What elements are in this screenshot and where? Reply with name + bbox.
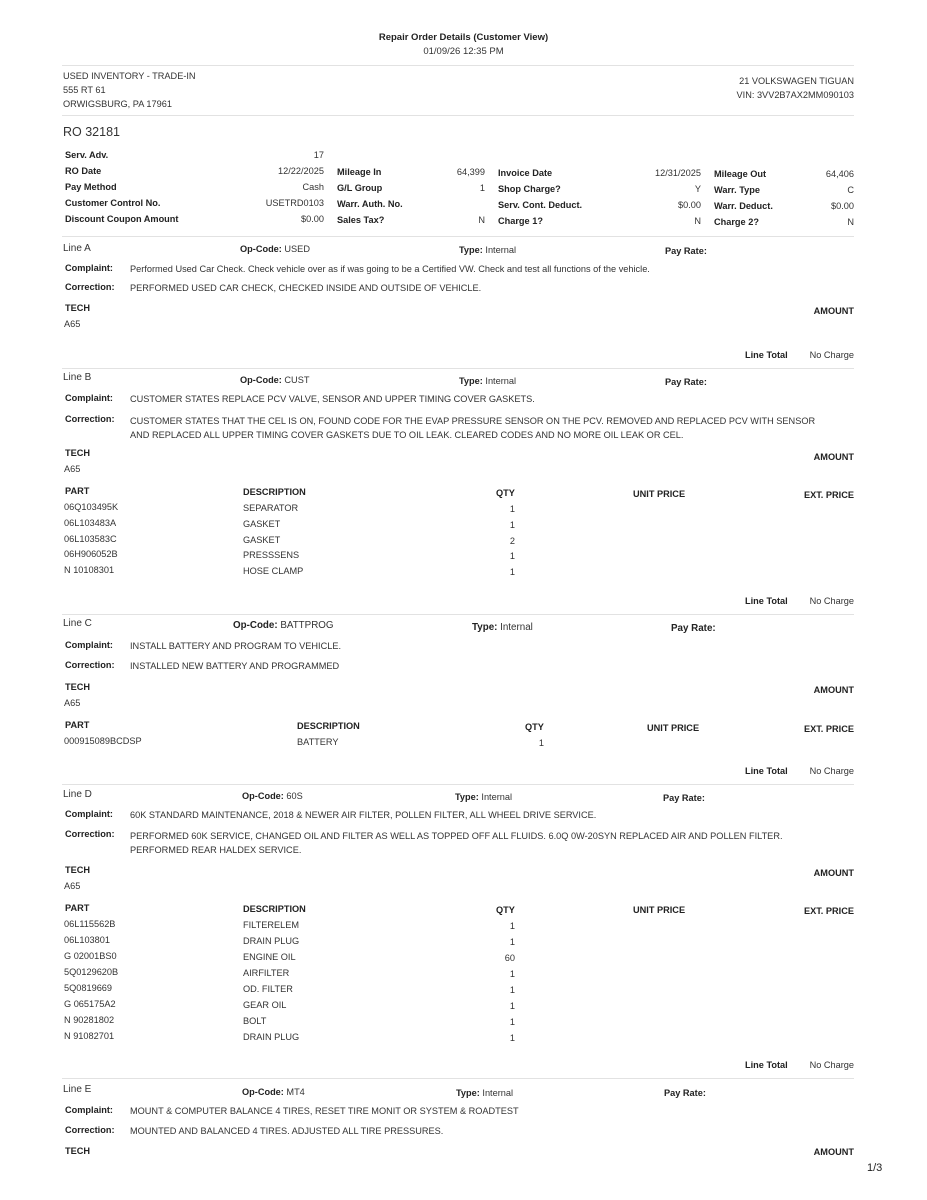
type-value: Internal bbox=[485, 376, 517, 386]
summary-label: Serv. Adv. bbox=[65, 150, 109, 160]
summary-label: Warr. Deduct. bbox=[714, 201, 773, 211]
amount-label: AMOUNT bbox=[813, 1147, 854, 1157]
print-datetime: 01/09/26 12:35 PM bbox=[423, 46, 504, 57]
part-number: 06Q103495K bbox=[64, 502, 119, 512]
part-number: 06L103483A bbox=[64, 518, 117, 528]
tech-label: TECH bbox=[65, 303, 91, 313]
correction-label: Correction: bbox=[65, 660, 115, 670]
type-label: Type: bbox=[459, 376, 483, 386]
dealer-address-line1: 555 RT 61 bbox=[63, 85, 106, 95]
line-type bbox=[472, 622, 533, 633]
part-description: AIRFILTER bbox=[243, 968, 290, 978]
line-type bbox=[459, 376, 516, 386]
summary-value: C bbox=[847, 185, 854, 195]
correction-text: MOUNTED AND BALANCED 4 TIRES. ADJUSTED ALL TIRE PRESSURES. bbox=[130, 1126, 444, 1136]
part-description: SEPARATOR bbox=[243, 503, 299, 513]
line-name: Line C bbox=[63, 618, 92, 629]
qty-header: QTY bbox=[496, 488, 515, 498]
part-number: N 10108301 bbox=[64, 565, 115, 575]
summary-value: 17 bbox=[313, 150, 324, 160]
type-value: Internal bbox=[482, 1088, 514, 1098]
complaint-label: Complaint: bbox=[65, 393, 113, 403]
line-type bbox=[455, 792, 512, 802]
part-qty: 1 bbox=[509, 1017, 515, 1027]
part-qty: 1 bbox=[509, 937, 515, 947]
line-total-label: Line Total bbox=[745, 766, 788, 776]
description-header: DESCRIPTION bbox=[297, 721, 360, 731]
part-description: GASKET bbox=[243, 535, 281, 545]
part-description: OD. FILTER bbox=[243, 984, 293, 994]
part-description: HOSE CLAMP bbox=[243, 566, 304, 576]
ext-price-header: EXT. PRICE bbox=[803, 724, 854, 734]
part-number: G 02001BS0 bbox=[64, 951, 117, 961]
type-label: Type: bbox=[459, 245, 483, 255]
qty-header: QTY bbox=[496, 905, 515, 915]
vehicle-description: 21 VOLKSWAGEN TIGUAN bbox=[739, 76, 854, 86]
summary-value: USETRD0103 bbox=[265, 198, 324, 208]
summary-label: Pay Method bbox=[65, 182, 117, 192]
part-qty: 1 bbox=[509, 551, 515, 561]
line-name: Line E bbox=[63, 1084, 92, 1095]
summary-label: Invoice Date bbox=[498, 168, 553, 178]
line-opcode bbox=[233, 620, 334, 631]
tech-label: TECH bbox=[65, 865, 91, 875]
summary-label: Serv. Cont. Deduct. bbox=[498, 200, 583, 210]
complaint-label: Complaint: bbox=[65, 809, 113, 819]
tech-label: TECH bbox=[65, 1146, 91, 1156]
unit-price-header: UNIT PRICE bbox=[633, 489, 686, 499]
opcode-value: CUST bbox=[284, 375, 310, 385]
summary-label: Mileage Out bbox=[714, 169, 767, 179]
part-header: PART bbox=[65, 486, 90, 496]
opcode-label: Op-Code: bbox=[242, 791, 284, 801]
complaint-text: MOUNT & COMPUTER BALANCE 4 TIRES, RESET TIRE MONIT OR SYSTEM & ROADTEST bbox=[130, 1106, 519, 1116]
opcode-label: Op-Code: bbox=[242, 1087, 284, 1097]
amount-label: AMOUNT bbox=[813, 868, 854, 878]
amount-label: AMOUNT bbox=[813, 452, 854, 462]
dealer-name: USED INVENTORY - TRADE-IN bbox=[63, 71, 196, 81]
part-number: 06L103801 bbox=[64, 935, 110, 945]
line-name: Line D bbox=[63, 789, 92, 800]
summary-value: 64,399 bbox=[456, 167, 485, 177]
part-description: PRESSSENS bbox=[243, 550, 300, 560]
vehicle-vin: VIN: 3VV2B7AX2MM090103 bbox=[736, 90, 854, 100]
part-description: GASKET bbox=[243, 519, 281, 529]
part-description: BATTERY bbox=[297, 737, 339, 747]
summary-label: Warr. Type bbox=[714, 185, 760, 195]
summary-label: Warr. Auth. No. bbox=[337, 199, 403, 209]
pay-rate-label: Pay Rate: bbox=[665, 246, 707, 256]
part-description: DRAIN PLUG bbox=[243, 1032, 300, 1042]
pay-rate-label: Pay Rate: bbox=[664, 1088, 706, 1098]
page-title: Repair Order Details (Customer View) bbox=[378, 32, 549, 43]
summary-value: N bbox=[694, 216, 701, 226]
tech-value: A65 bbox=[64, 881, 81, 891]
part-description: DRAIN PLUG bbox=[243, 936, 300, 946]
correction-label: Correction: bbox=[65, 829, 115, 839]
complaint-text: 60K STANDARD MAINTENANCE, 2018 & NEWER AIR FILTER, POLLEN FILTER, ALL WHEEL DRIVE SERVICE. bbox=[130, 810, 597, 820]
ro-number: RO 32181 bbox=[63, 125, 120, 139]
part-qty: 1 bbox=[509, 969, 515, 979]
line-total-value: No Charge bbox=[809, 1060, 854, 1070]
dealer-address-line2: ORWIGSBURG, PA 17961 bbox=[63, 99, 172, 109]
type-value: Internal bbox=[500, 622, 533, 633]
summary-label: RO Date bbox=[65, 166, 102, 176]
amount-label: AMOUNT bbox=[813, 685, 854, 695]
summary-value: $0.00 bbox=[831, 201, 854, 211]
summary-value: Y bbox=[694, 184, 701, 194]
correction-label: Correction: bbox=[65, 1125, 115, 1135]
line-opcode bbox=[240, 375, 309, 385]
tech-label: TECH bbox=[65, 682, 91, 692]
complaint-label: Complaint: bbox=[65, 640, 113, 650]
part-header: PART bbox=[65, 720, 90, 730]
summary-label: Sales Tax? bbox=[337, 215, 385, 225]
qty-header: QTY bbox=[525, 722, 544, 732]
summary-label: Charge 1? bbox=[498, 216, 543, 226]
line-opcode bbox=[242, 1087, 305, 1097]
line-name: Line A bbox=[63, 243, 91, 254]
line-total-label: Line Total bbox=[745, 350, 788, 360]
part-description: BOLT bbox=[243, 1016, 267, 1026]
ext-price-header: EXT. PRICE bbox=[803, 906, 854, 916]
correction-text: CUSTOMER STATES THAT THE CEL IS ON, FOUND CODE FOR THE EVAP PRESSURE SENSOR ON THE PCV. REMOVED AND REPLACED PCV WITH SENSOR bbox=[130, 416, 816, 426]
part-qty: 1 bbox=[509, 985, 515, 995]
pay-rate-label: Pay Rate: bbox=[663, 793, 705, 803]
part-qty: 1 bbox=[509, 520, 515, 530]
line-total-label: Line Total bbox=[745, 596, 788, 606]
line-total-label: Line Total bbox=[745, 1060, 788, 1070]
part-number: 5Q0819669 bbox=[64, 983, 113, 993]
opcode-label: Op-Code: bbox=[233, 620, 278, 631]
part-number: G 065175A2 bbox=[64, 999, 116, 1009]
opcode-value: MT4 bbox=[286, 1087, 305, 1097]
opcode-label: Op-Code: bbox=[240, 244, 282, 254]
tech-value: A65 bbox=[64, 319, 81, 329]
unit-price-header: UNIT PRICE bbox=[633, 905, 686, 915]
summary-value: 12/31/2025 bbox=[655, 168, 701, 178]
type-label: Type: bbox=[456, 1088, 480, 1098]
line-type bbox=[459, 245, 516, 255]
part-number: 06L115562B bbox=[64, 919, 116, 929]
line-total-value: No Charge bbox=[809, 766, 854, 776]
line-opcode bbox=[242, 791, 303, 801]
complaint-text: INSTALL BATTERY AND PROGRAM TO VEHICLE. bbox=[130, 641, 342, 651]
complaint-text: CUSTOMER STATES REPLACE PCV VALVE, SENSOR AND UPPER TIMING COVER GASKETS. bbox=[130, 394, 535, 404]
part-number: 06H906052B bbox=[64, 549, 118, 559]
part-number: 5Q0129620B bbox=[64, 967, 119, 977]
line-type bbox=[456, 1088, 513, 1098]
complaint-label: Complaint: bbox=[65, 1105, 113, 1115]
part-qty: 1 bbox=[509, 567, 515, 577]
part-qty: 1 bbox=[509, 504, 515, 514]
amount-label: AMOUNT bbox=[813, 306, 854, 316]
part-qty: 1 bbox=[538, 738, 544, 748]
unit-price-header: UNIT PRICE bbox=[647, 723, 700, 733]
correction-text: PERFORMED USED CAR CHECK, CHECKED INSIDE AND OUTSIDE OF VEHICLE. bbox=[130, 283, 482, 293]
tech-value: A65 bbox=[64, 698, 81, 708]
part-number: N 91082701 bbox=[64, 1031, 115, 1041]
part-qty: 60 bbox=[504, 953, 515, 963]
pay-rate-label: Pay Rate: bbox=[665, 377, 707, 387]
line-total-value: No Charge bbox=[809, 596, 854, 606]
tech-label: TECH bbox=[65, 448, 91, 458]
part-description: ENGINE OIL bbox=[243, 952, 296, 962]
page-number: 1/3 bbox=[867, 1162, 883, 1174]
line-name: Line B bbox=[63, 372, 92, 383]
summary-value: 12/22/2025 bbox=[278, 166, 324, 176]
description-header: DESCRIPTION bbox=[243, 487, 306, 497]
summary-value: Cash bbox=[302, 182, 324, 192]
part-qty: 2 bbox=[509, 536, 515, 546]
part-qty: 1 bbox=[509, 1033, 515, 1043]
description-header: DESCRIPTION bbox=[243, 904, 306, 914]
correction-text: INSTALLED NEW BATTERY AND PROGRAMMED bbox=[130, 661, 340, 671]
correction-label: Correction: bbox=[65, 282, 115, 292]
summary-label: Mileage In bbox=[337, 167, 382, 177]
opcode-value: BATTPROG bbox=[280, 620, 334, 631]
summary-value: 1 bbox=[479, 183, 485, 193]
pay-rate-label: Pay Rate: bbox=[671, 623, 716, 634]
part-number: 06L103583C bbox=[64, 534, 117, 544]
type-value: Internal bbox=[485, 245, 517, 255]
part-number: 000915089BCDSP bbox=[64, 736, 142, 746]
part-qty: 1 bbox=[509, 1001, 515, 1011]
summary-label: Shop Charge? bbox=[498, 184, 561, 194]
summary-value: N bbox=[478, 215, 485, 225]
correction-text: PERFORMED 60K SERVICE, CHANGED OIL AND FILTER AS WELL AS TOPPED OFF ALL FLUIDS. 6.0Q 0W-20SYN REPLACED AIR AND POLLEN FILTER. bbox=[130, 831, 783, 841]
summary-value: 64,406 bbox=[825, 169, 854, 179]
type-label: Type: bbox=[472, 622, 498, 633]
correction-text: PERFORMED REAR HALDEX SERVICE. bbox=[130, 845, 302, 855]
part-qty: 1 bbox=[509, 921, 515, 931]
summary-label: Discount Coupon Amount bbox=[65, 214, 179, 224]
summary-value: $0.00 bbox=[301, 214, 324, 224]
complaint-label: Complaint: bbox=[65, 263, 113, 273]
part-description: GEAR OIL bbox=[243, 1000, 287, 1010]
summary-value: N bbox=[847, 217, 854, 227]
part-description: FILTERELEM bbox=[243, 920, 299, 930]
tech-value: A65 bbox=[64, 464, 81, 474]
line-opcode bbox=[240, 244, 310, 254]
summary-value: $0.00 bbox=[678, 200, 701, 210]
opcode-value: USED bbox=[284, 244, 310, 254]
ext-price-header: EXT. PRICE bbox=[803, 490, 854, 500]
opcode-value: 60S bbox=[286, 791, 303, 801]
part-header: PART bbox=[65, 903, 90, 913]
part-number: N 90281802 bbox=[64, 1015, 115, 1025]
type-label: Type: bbox=[455, 792, 479, 802]
summary-label: Customer Control No. bbox=[65, 198, 161, 208]
opcode-label: Op-Code: bbox=[240, 375, 282, 385]
type-value: Internal bbox=[481, 792, 513, 802]
correction-text: AND REPLACED ALL UPPER TIMING COVER GASKETS DUE TO OIL LEAK. CLEARED CODES AND NO MORE OIL LEAK OR CEL. bbox=[130, 430, 684, 440]
complaint-text: Performed Used Car Check. Check vehicle over as if was going to be a Certified VW. Check and test all functions of the vehicle. bbox=[130, 264, 650, 274]
line-total-value: No Charge bbox=[809, 350, 854, 360]
summary-label: G/L Group bbox=[337, 183, 383, 193]
correction-label: Correction: bbox=[65, 414, 115, 424]
summary-label: Charge 2? bbox=[714, 217, 759, 227]
